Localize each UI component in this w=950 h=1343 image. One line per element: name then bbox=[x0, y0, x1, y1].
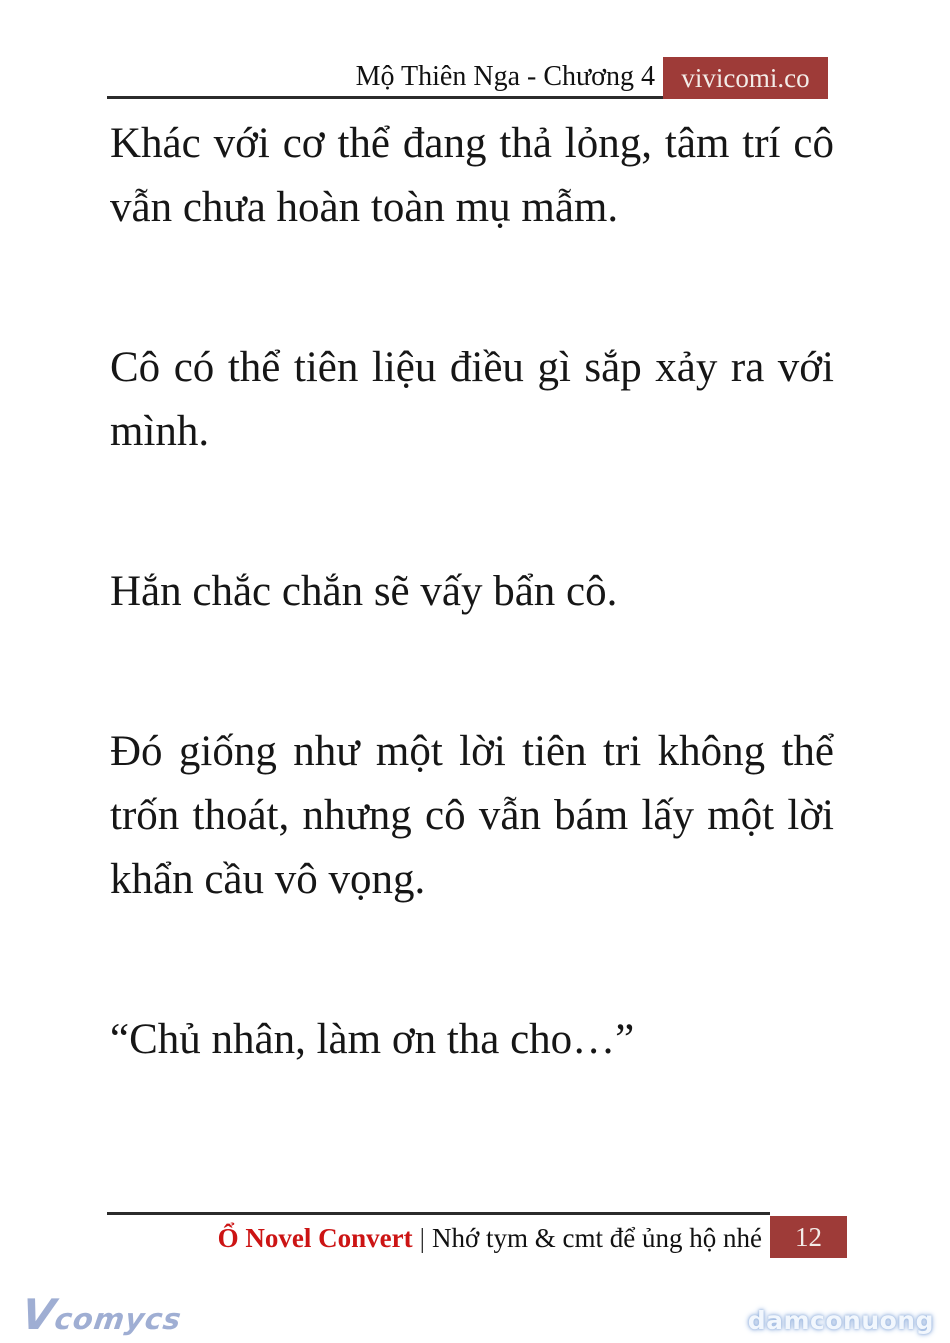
header-divider bbox=[107, 96, 663, 99]
footer-divider bbox=[107, 1212, 770, 1215]
vcomycs-watermark-logo: Vcomycs bbox=[18, 1290, 184, 1339]
site-badge: vivicomi.co bbox=[663, 57, 828, 99]
footer-credit bbox=[218, 1221, 762, 1255]
paragraph: Hắn chắc chắn sẽ vấy bẩn cô. bbox=[110, 568, 618, 615]
paragraph: Đó giống như một lời tiên tri không thể trốn thoát, nhưng cô vẫn bám lấy một lời khẩn cầu vô vọng. bbox=[110, 728, 834, 903]
damconuong-watermark: damconuong bbox=[747, 1306, 934, 1335]
paragraph: Cô có thể tiên liệu điều gì sắp xảy ra với mình. bbox=[110, 344, 834, 455]
chapter-text bbox=[110, 112, 834, 1168]
chapter-title: Mộ Thiên Nga - Chương 4 bbox=[355, 61, 655, 92]
footer-separator: | bbox=[419, 1223, 425, 1253]
paragraph: “Chủ nhân, làm ơn tha cho…” bbox=[110, 1016, 635, 1063]
converter-brand: Ổ Novel Convert bbox=[217, 1223, 413, 1253]
footer-note: Nhớ tym & cmt để ủng hộ nhé bbox=[432, 1223, 762, 1253]
page-number-badge: 12 bbox=[770, 1216, 847, 1258]
paragraph: Khác với cơ thể đang thả lỏng, tâm trí cô vẫn chưa hoàn toàn mụ mẫm. bbox=[110, 120, 834, 231]
